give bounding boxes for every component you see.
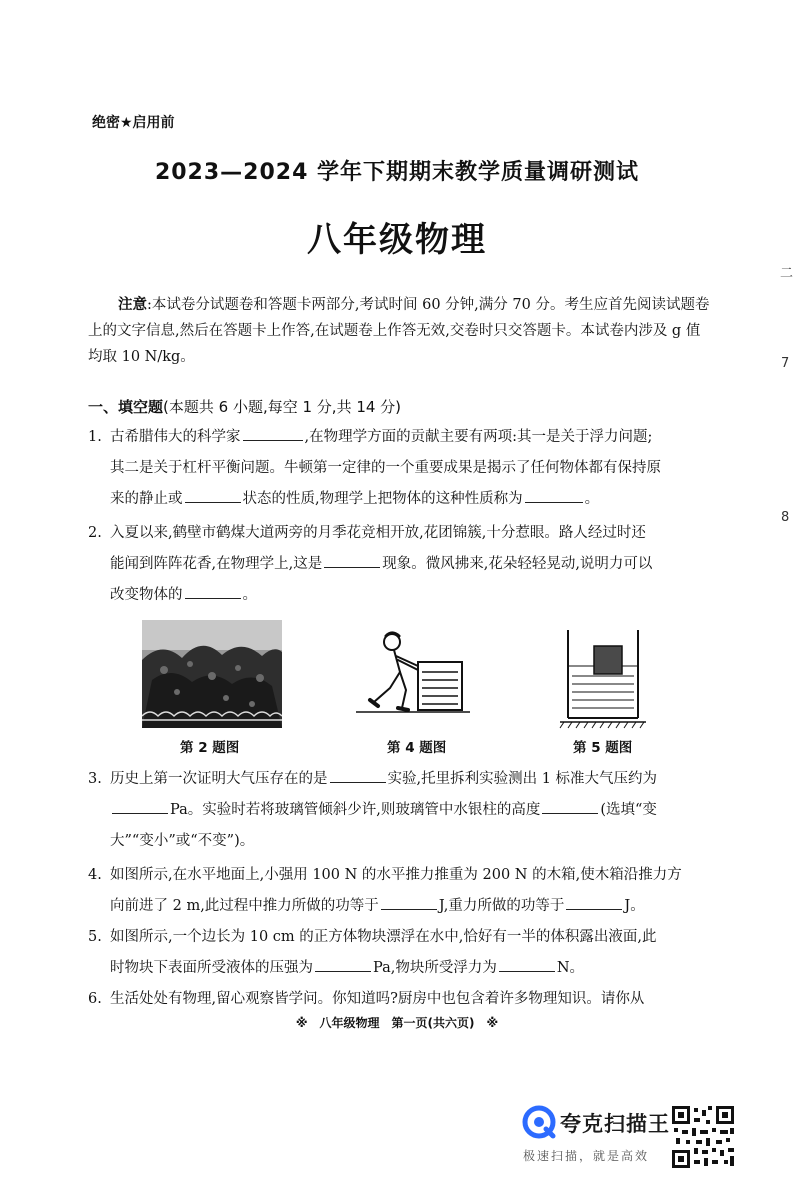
q1-number: 1. — [88, 429, 102, 445]
scanner-brand: 夸克扫描王 — [560, 1112, 670, 1136]
subject-title: 八年级物理 — [307, 220, 487, 260]
q3-text: 历史上第一次证明大气压存在的是 — [110, 771, 328, 787]
notice-text: :本试卷分试题卷和答题卡两部分,考试时间 60 分钟,满分 70 分。考生应首先阅读试题卷上的文字信息,然后在答题卡上作答,在试题卷上作答无效,交卷时只交答题卡。本试卷内涉及 g 值均取 10 N/kg。 — [88, 297, 710, 365]
page-footer — [0, 1014, 794, 1031]
footer-mark-left: ※ — [295, 1016, 308, 1030]
qr-code-icon[interactable] — [670, 1104, 736, 1170]
q2-text: 改变物体的 — [110, 587, 183, 603]
q6-text: 生活处处有物理,留心观察皆学问。你知道吗?厨房中也包含着许多物理知识。请你从 — [110, 991, 645, 1007]
q2-text: 入夏以来,鹤壁市鹤煤大道两旁的月季花竞相开放,花团锦簇,十分惹眼。路人经过时还 — [110, 525, 646, 541]
footer-mark-right: ※ — [486, 1016, 499, 1030]
q3-blank-2[interactable] — [112, 798, 168, 814]
q4-text: 向前进了 2 m,此过程中推力所做的功等于 — [110, 898, 379, 914]
section-title: 一、填空题 — [88, 398, 164, 416]
figure-5-caption: 第 5 题图 — [573, 740, 633, 756]
question-3 — [88, 764, 712, 857]
q1-text: 古希腊伟大的科学家 — [110, 429, 241, 445]
section-heading — [88, 396, 401, 417]
q2-text: 。 — [242, 587, 257, 603]
q4-number: 4. — [88, 867, 102, 883]
boy-pushing-box-image — [352, 628, 472, 720]
q4-blank-2[interactable] — [566, 894, 622, 910]
q2-number: 2. — [88, 525, 102, 541]
q1-blank-3[interactable] — [525, 487, 583, 503]
notice-label: 注意 — [118, 297, 147, 313]
q1-blank-2[interactable] — [185, 487, 241, 503]
question-4 — [88, 860, 712, 922]
q1-text: 。 — [584, 491, 600, 507]
section-desc: (本题共 6 小题,每空 1 分,共 14 分) — [163, 398, 402, 416]
q5-text: N。 — [556, 960, 585, 976]
floating-block-beaker-image — [558, 626, 648, 730]
q3-text: Pa。实验时若将玻璃管倾斜少许,则玻璃管中水银柱的高度 — [170, 802, 541, 818]
notice-paragraph — [88, 292, 710, 370]
figure-4-caption: 第 4 题图 — [387, 740, 447, 756]
quark-logo-icon — [522, 1105, 556, 1139]
q5-number: 5. — [88, 929, 102, 945]
q5-blank-1[interactable] — [315, 956, 371, 972]
q1-blank-1[interactable] — [243, 425, 303, 441]
question-5 — [88, 922, 712, 984]
q4-blank-1[interactable] — [381, 894, 437, 910]
question-2 — [88, 518, 712, 611]
q3-blank-1[interactable] — [330, 767, 386, 783]
q2-blank-1[interactable] — [324, 552, 380, 568]
q5-text: Pa,物块所受浮力为 — [373, 960, 497, 976]
q6-number: 6. — [88, 991, 102, 1007]
q5-blank-2[interactable] — [499, 956, 555, 972]
footer-page-label: 八年级物理 第一页(共六页) — [319, 1016, 475, 1030]
edge-mark-top: 二 — [780, 266, 794, 281]
q2-blank-2[interactable] — [185, 583, 241, 599]
q5-text: 如图所示,一个边长为 10 cm 的正方体物块漂浮在水中,恰好有一半的体积露出液面,此 — [110, 929, 657, 945]
question-1 — [88, 422, 712, 515]
q2-text: 现象。微风拂来,花朵轻轻晃动,说明力可以 — [382, 556, 653, 572]
edge-mark-mid: 7 — [781, 356, 790, 371]
q2-text: 能闻到阵阵花香,在物理学上,这是 — [110, 556, 323, 572]
q3-number: 3. — [88, 771, 102, 787]
exam-title: 2023—2024 学年下期期末教学质量调研测试 — [154, 160, 640, 185]
q4-text: J。 — [624, 898, 645, 914]
q3-text: (选填“变 — [600, 802, 657, 818]
flower-photo-image — [142, 620, 282, 728]
q1-text: 其二是关于杠杆平衡问题。牛顿第一定律的一个重要成果是揭示了任何物体都有保持原 — [110, 460, 661, 476]
q3-blank-3[interactable] — [542, 798, 598, 814]
scanner-slogan: 极速扫描，就是高效 — [523, 1149, 650, 1163]
q5-text: 时物块下表面所受液体的压强为 — [110, 960, 313, 976]
q3-text: 大”“变小”或“不变”)。 — [110, 833, 255, 849]
figure-2-caption: 第 2 题图 — [180, 740, 240, 756]
confidential-label: 绝密★启用前 — [92, 115, 175, 131]
q1-text: ,在物理学方面的贡献主要有两项:其一是关于浮力问题; — [304, 429, 653, 445]
question-6 — [88, 984, 712, 1015]
q1-text: 来的静止或 — [110, 491, 183, 507]
q1-text: 状态的性质,物理学上把物体的这种性质称为 — [242, 491, 523, 507]
q4-text: 如图所示,在水平地面上,小强用 100 N 的水平推力推重为 200 N 的木箱,使木箱沿推力方 — [110, 867, 682, 883]
q3-text: 实验,托里拆利实验测出 1 标准大气压约为 — [387, 771, 658, 787]
edge-mark-low: 8 — [781, 510, 790, 525]
q4-text: J,重力所做的功等于 — [438, 898, 565, 914]
